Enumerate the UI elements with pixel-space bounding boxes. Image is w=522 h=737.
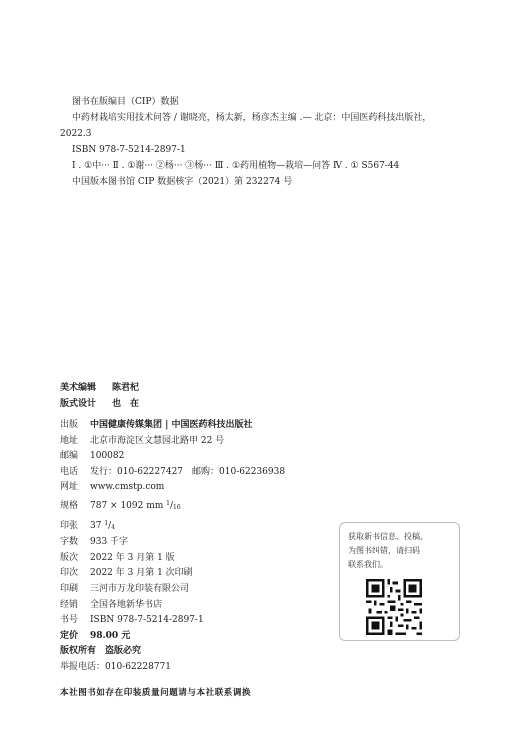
pub-word-count: 字数 933 千字 [60,537,129,548]
pub-format: 规格 787 × 1092 mm $^1/_{16}$ [60,499,181,511]
credit-label: 版式设计 [60,399,97,409]
cip-main-entry-continued: 2022.3 [60,129,92,139]
pub-rights: 版权所有 盗版必究 [60,646,142,657]
pub-address: 地址 北京市海淀区文慧园北路甲 22 号 [60,435,225,446]
quality-notice: 本社图书如存在印装质量问题请与本社联系调换 [60,688,252,698]
credit-value: 也 在 [112,399,140,409]
pub-website: 网址 www.cmstp.com [60,482,165,493]
pub-book-number: 书号 ISBN 978-7-5214-2897-1 [60,615,204,626]
pub-printer: 印刷 三河市万龙印装有限公司 [60,583,190,594]
cip-main-entry: 中药材栽培实用技术问答 / 谢晓亮，杨太新，杨彦杰主编 .— 北京：中国医药科技出版社， [72,113,432,123]
pub-edition: 版次 2022 年 3 月第 1 版 [60,552,175,563]
qr-code-icon[interactable] [366,579,422,635]
promo-line-1: 获取新书信息、投稿、 [348,532,428,541]
credit-label: 美术编辑 [60,383,97,393]
cip-title: 图书在版编目（CIP）数据 [72,97,179,107]
publication-info [60,418,285,676]
pub-phone: 电话 发行：010-62227427 邮购：010-62236938 [60,466,286,477]
credit-layout-design [60,396,139,412]
pub-publisher: 出版 中国健康传媒集团 | 中国医药科技出版社 [60,420,253,430]
pub-distributor: 经销 全国各地新华书店 [60,599,163,610]
cip-record-number: 中国版本图书馆 CIP 数据核字（2021）第 232274 号 [72,177,293,187]
pub-sheets: 印张 37 $^1/_4$ [60,519,116,531]
promo-line-3: 联系我们。 [348,560,388,569]
cip-classification: Ⅰ . ①中··· Ⅱ . ①谢··· ②杨··· ③杨··· Ⅲ . ①药用植物—栽培—问答 Ⅳ . ① S567-44 [72,161,400,171]
cip-block [60,94,480,190]
pub-price: 定价 98.00 元 [60,630,131,641]
pub-printing: 印次 2022 年 3 月第 1 次印刷 [60,568,193,579]
cip-isbn: ISBN 978-7-5214-2897-1 [72,145,186,155]
credit-art-editor [60,380,139,396]
credit-value: 陈君杞 [112,383,140,393]
credits-block [60,380,139,412]
contact-promo-box [339,522,460,641]
pub-report-phone: 举报电话：010-62228771 [60,661,172,672]
pub-postcode: 邮编 100082 [60,451,125,462]
promo-line-2: 为图书纠错，请扫码 [348,546,420,555]
